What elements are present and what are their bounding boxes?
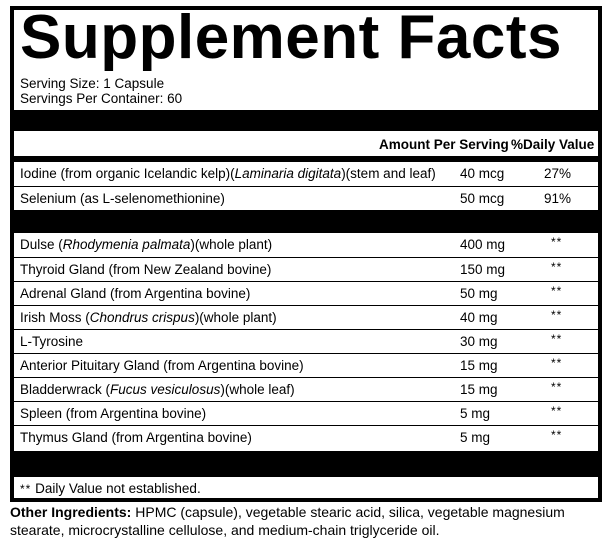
nutrient-name-text: Anterior Pituitary Gland (from Argentina bovine) xyxy=(20,358,304,373)
nutrient-latin-name: Chondrus crispus xyxy=(89,310,195,325)
nutrient-daily-value: ** xyxy=(551,284,563,298)
nutrient-row xyxy=(14,329,598,353)
nutrient-name-text: Selenium (as L-selenomethionine) xyxy=(20,191,225,206)
nutrient-amount: 50 mg xyxy=(460,286,498,301)
nutrient-daily-value: ** xyxy=(551,308,563,322)
nutrient-amount: 5 mg xyxy=(460,406,491,421)
nutrient-amount: 40 mcg xyxy=(460,166,505,181)
nutrient-daily-value: ** xyxy=(551,380,563,394)
nutrient-daily-value: ** xyxy=(551,428,563,442)
nutrient-row xyxy=(14,281,598,305)
nutrient-name xyxy=(20,430,252,445)
nutrient-amount: 5 mg xyxy=(460,430,491,445)
nutrient-name-suffix: )(stem and leaf) xyxy=(341,166,436,181)
nutrient-latin-name: Fucus vesiculosus xyxy=(110,382,221,397)
nutrient-row xyxy=(14,401,598,425)
nutrient-row xyxy=(14,353,598,377)
thick-divider-top xyxy=(14,110,598,131)
nutrient-amount: 30 mg xyxy=(460,334,498,349)
nutrient-name xyxy=(20,406,206,421)
other-ingredients-label: Other Ingredients: xyxy=(10,504,132,520)
nutrient-name xyxy=(20,310,277,325)
nutrient-amount: 400 mg xyxy=(460,237,506,252)
nutrient-name-text: Bladderwrack ( xyxy=(20,382,111,397)
nutrient-name xyxy=(20,262,271,277)
nutrient-name-text: Dulse ( xyxy=(20,237,63,252)
nutrient-daily-value: 27% xyxy=(544,166,572,181)
nutrient-row xyxy=(14,305,598,329)
nutrient-name-text: Spleen (from Argentina bovine) xyxy=(20,406,207,421)
nutrient-name-text: L-Tyrosine xyxy=(20,334,84,349)
nutrient-row xyxy=(14,162,598,186)
nutrient-daily-value: 91% xyxy=(544,191,572,206)
nutrient-daily-value: ** xyxy=(551,235,563,249)
nutrient-amount: 15 mg xyxy=(460,382,498,397)
footnote-mark: ** xyxy=(20,482,32,496)
thick-divider-middle xyxy=(14,210,598,233)
nutrient-row xyxy=(14,233,598,257)
nutrient-name-text: Iodine (from organic Icelandic kelp)( xyxy=(20,166,235,181)
other-ingredients-text: HPMC (capsule), vegetable stearic acid, silica, vegetable magnesium stearate, microcrystalline cellulose, and medium-chain triglyceride oil. xyxy=(10,504,565,538)
daily-value-footnote xyxy=(20,481,201,496)
thick-divider-bottom xyxy=(14,451,598,477)
panel-title: Supplement Facts xyxy=(20,3,562,72)
nutrient-daily-value: ** xyxy=(551,332,563,346)
nutrient-name-text: Irish Moss ( xyxy=(20,310,90,325)
nutrient-name-suffix: )(whole leaf) xyxy=(220,382,295,397)
nutrient-latin-name: Laminaria digitata xyxy=(234,166,342,181)
nutrient-name-suffix: )(whole plant) xyxy=(190,237,273,252)
nutrient-row xyxy=(14,186,598,210)
nutrient-name xyxy=(20,286,250,301)
nutrient-row xyxy=(14,425,598,449)
nutrient-name xyxy=(20,382,295,397)
nutrient-name xyxy=(20,191,225,206)
supplement-facts-panel xyxy=(10,3,602,502)
other-ingredients xyxy=(10,503,600,539)
nutrient-amount: 40 mg xyxy=(460,310,498,325)
nutrient-name xyxy=(20,237,272,252)
nutrient-amount: 150 mg xyxy=(460,262,506,277)
footnote-text: Daily Value not established. xyxy=(31,481,201,496)
nutrient-daily-value: ** xyxy=(551,404,563,418)
nutrient-amount: 15 mg xyxy=(460,358,498,373)
nutrient-daily-value: ** xyxy=(551,356,563,370)
nutrient-name-text: Thymus Gland (from Argentina bovine) xyxy=(20,430,252,445)
nutrient-name xyxy=(20,358,304,373)
nutrient-latin-name: Rhodymenia palmata xyxy=(62,237,191,252)
serving-size: Serving Size: 1 Capsule xyxy=(20,76,165,91)
nutrient-row xyxy=(14,377,598,401)
nutrient-name-text: Adrenal Gland (from Argentina bovine) xyxy=(20,286,251,301)
nutrient-daily-value: ** xyxy=(551,260,563,274)
amount-per-serving-header: Amount Per Serving xyxy=(379,137,509,152)
nutrient-name xyxy=(20,334,83,349)
nutrient-name-text: Thyroid Gland (from New Zealand bovine) xyxy=(20,262,272,277)
nutrient-amount: 50 mcg xyxy=(460,191,505,206)
nutrient-name xyxy=(20,166,436,181)
servings-per-container: Servings Per Container: 60 xyxy=(20,91,183,106)
nutrient-row xyxy=(14,257,598,281)
daily-value-header: %Daily Value xyxy=(511,137,595,152)
nutrient-name-suffix: )(whole plant) xyxy=(194,310,277,325)
